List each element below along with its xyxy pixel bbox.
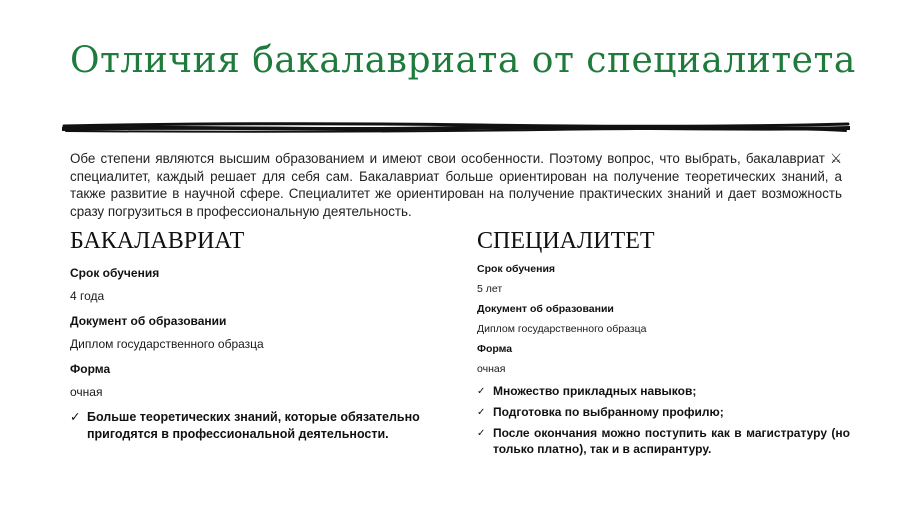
checkmark-icon: ✓ xyxy=(70,410,81,424)
brush-divider xyxy=(60,118,852,136)
specialist-form-label: Форма xyxy=(477,343,513,355)
bachelor-duration-value: 4 года xyxy=(70,289,105,303)
specialist-point-text: После окончания можно поступить как в магистратуру (но только платно), так и в аспирантуру. xyxy=(493,426,850,456)
specialist-document-label: Документ об образовании xyxy=(477,303,614,315)
specialist-point xyxy=(477,425,850,457)
specialist-point-text: Множество прикладных навыков; xyxy=(493,384,697,398)
specialist-heading: СПЕЦИАЛИТЕТ xyxy=(477,228,655,254)
specialist-duration-label: Срок обучения xyxy=(477,263,556,275)
bachelor-heading: БАКАЛАВРИАТ xyxy=(70,228,245,254)
bachelor-document-label: Документ об образовании xyxy=(70,314,227,328)
bachelor-form-value: очная xyxy=(70,385,103,399)
specialist-form-value: очная xyxy=(477,363,506,375)
bachelor-column xyxy=(70,228,450,443)
specialist-point xyxy=(477,383,850,399)
checkmark-icon: ✓ xyxy=(477,407,486,418)
slide-title: Отличия бакалавриата от специалитета xyxy=(70,40,856,81)
bachelor-form-label: Форма xyxy=(70,362,111,376)
bachelor-points xyxy=(70,409,450,443)
checkmark-icon: ✓ xyxy=(477,428,486,439)
intro-paragraph: Обе степени являются высшим образованием и имеют свои особенности. Поэтому вопрос, что выбрать, бакалавриат ⚔ специалитет, каждый решает для себя сам. Бакалавриат больше ориентирован на получение теоретических знаний, а также развитие в научной сфере. Специалитет же ориентирован на получение практических знаний и дает возможность сразу погрузиться в профессиональную деятельность. xyxy=(70,151,842,219)
bachelor-point xyxy=(70,409,450,443)
specialist-point xyxy=(477,404,850,420)
specialist-column xyxy=(477,228,850,462)
specialist-points xyxy=(477,383,850,457)
bachelor-point-text: Больше теоретических знаний, которые обязательно пригодятся в профессиональной деятельности. xyxy=(87,410,420,441)
specialist-duration-value: 5 лет xyxy=(477,283,503,295)
specialist-document-value: Диплом государственного образца xyxy=(477,323,647,335)
specialist-point-text: Подготовка по выбранному профилю; xyxy=(493,405,724,419)
bachelor-document-value: Диплом государственного образца xyxy=(70,337,264,351)
bachelor-duration-label: Срок обучения xyxy=(70,266,160,280)
checkmark-icon: ✓ xyxy=(477,386,486,397)
